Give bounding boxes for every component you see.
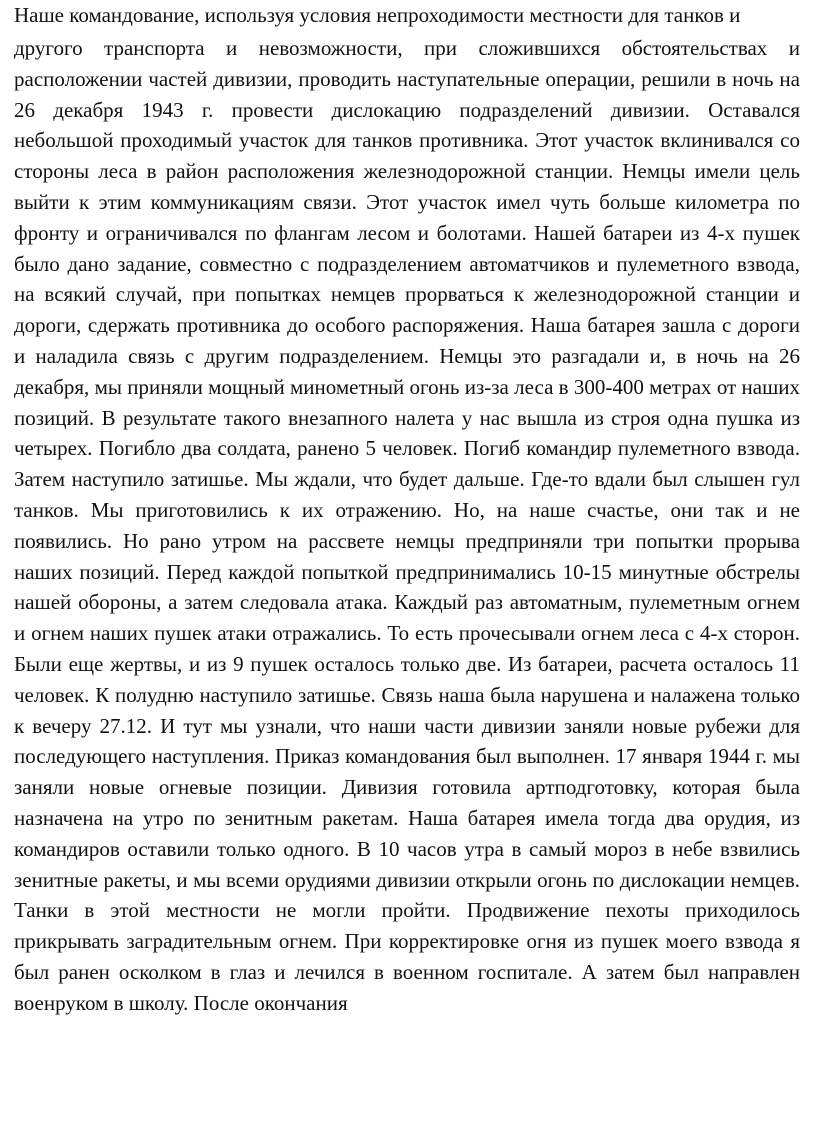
first-paragraph: Наше командование, используя условия непроходимости местности для танков и (14, 3, 741, 27)
body-paragraph: другого транспорта и невозможности, при сложившихся обстоятельствах и расположении частей дивизии, проводить наступательные операции, решили в ночь на 26 декабря 1943 г. провести дислокацию подразделений дивизии. Оставался небольшой проходимый участок для танков противника. Этот участок вклинивался со стороны леса в район расположения железнодорожной станции. Немцы имели цель выйти к этим коммуникациям связи. Этот участок имел чуть больше километра по фронту и ограничивался по флангам лесом и болотами. Нашей батареи из 4-х пушек было дано задание, совместно с подразделением автоматчиков и пулеметного взвода, на всякий случай, при попытках немцев прорваться к железнодорожной станции и дороги, сдержать противника до особого распоряжения. Наша батарея зашла с дороги и наладила связь с другим подразделением. Немцы это разгадали и, в ночь на 26 декабря, мы приняли мощный минометный огонь из-за леса в 300-400 метрах от наших позиций. В результате такого внезапного налета у нас вышла из строя одна пушка из четырех. Погибло два солдата, ранено 5 человек. Погиб командир пулеметного взвода. Затем наступило затишье. Мы ждали, что будет дальше. Где-то вдали был слышен гул танков. Мы приготовились к их отражению. Но, на наше счастье, они так и не появились. Но рано утром на рассвете немцы предприняли три попытки прорыва наших позиций. Перед каждой попыткой предпринимались 10-15 минутные обстрелы нашей обороны, а затем следовала атака. Каждый раз автоматным, пулеметным огнем и огнем наших пушек атаки отражались. То есть прочесывали огнем леса с 4-х сторон. Были еще жертвы, и из 9 пушек осталось только две. Из батареи, расчета осталось 11 человек. К полудню наступило затишье. Связь наша была нарушена и налажена только к вечеру 27.12. И тут мы узнали, что наши части дивизии заняли новые рубежи для последующего наступления. Приказ командования был выполнен. 17 января 1944 г. мы заняли новые огневые позиции. Дивизия готовила артподготовку, которая была назначена на утро по зенитным ракетам. Наша батарея имела тогда два орудия, из командиров оставили только одного. В 10 часов утра в самый мороз в небе взвились зенитные ракеты, и мы всеми орудиями дивизии открыли огонь по дислокации немцев. Танки в этой местности не могли пройти. Продвижение пехоты приходилось прикрывать заградительным огнем. При корректировке огня из пушек моего взвода я был ранен осколком в глаз и лечился в военном госпитале. А затем был направлен военруком в школу. После окончания (14, 36, 800, 1015)
document-page (14, 0, 800, 1019)
